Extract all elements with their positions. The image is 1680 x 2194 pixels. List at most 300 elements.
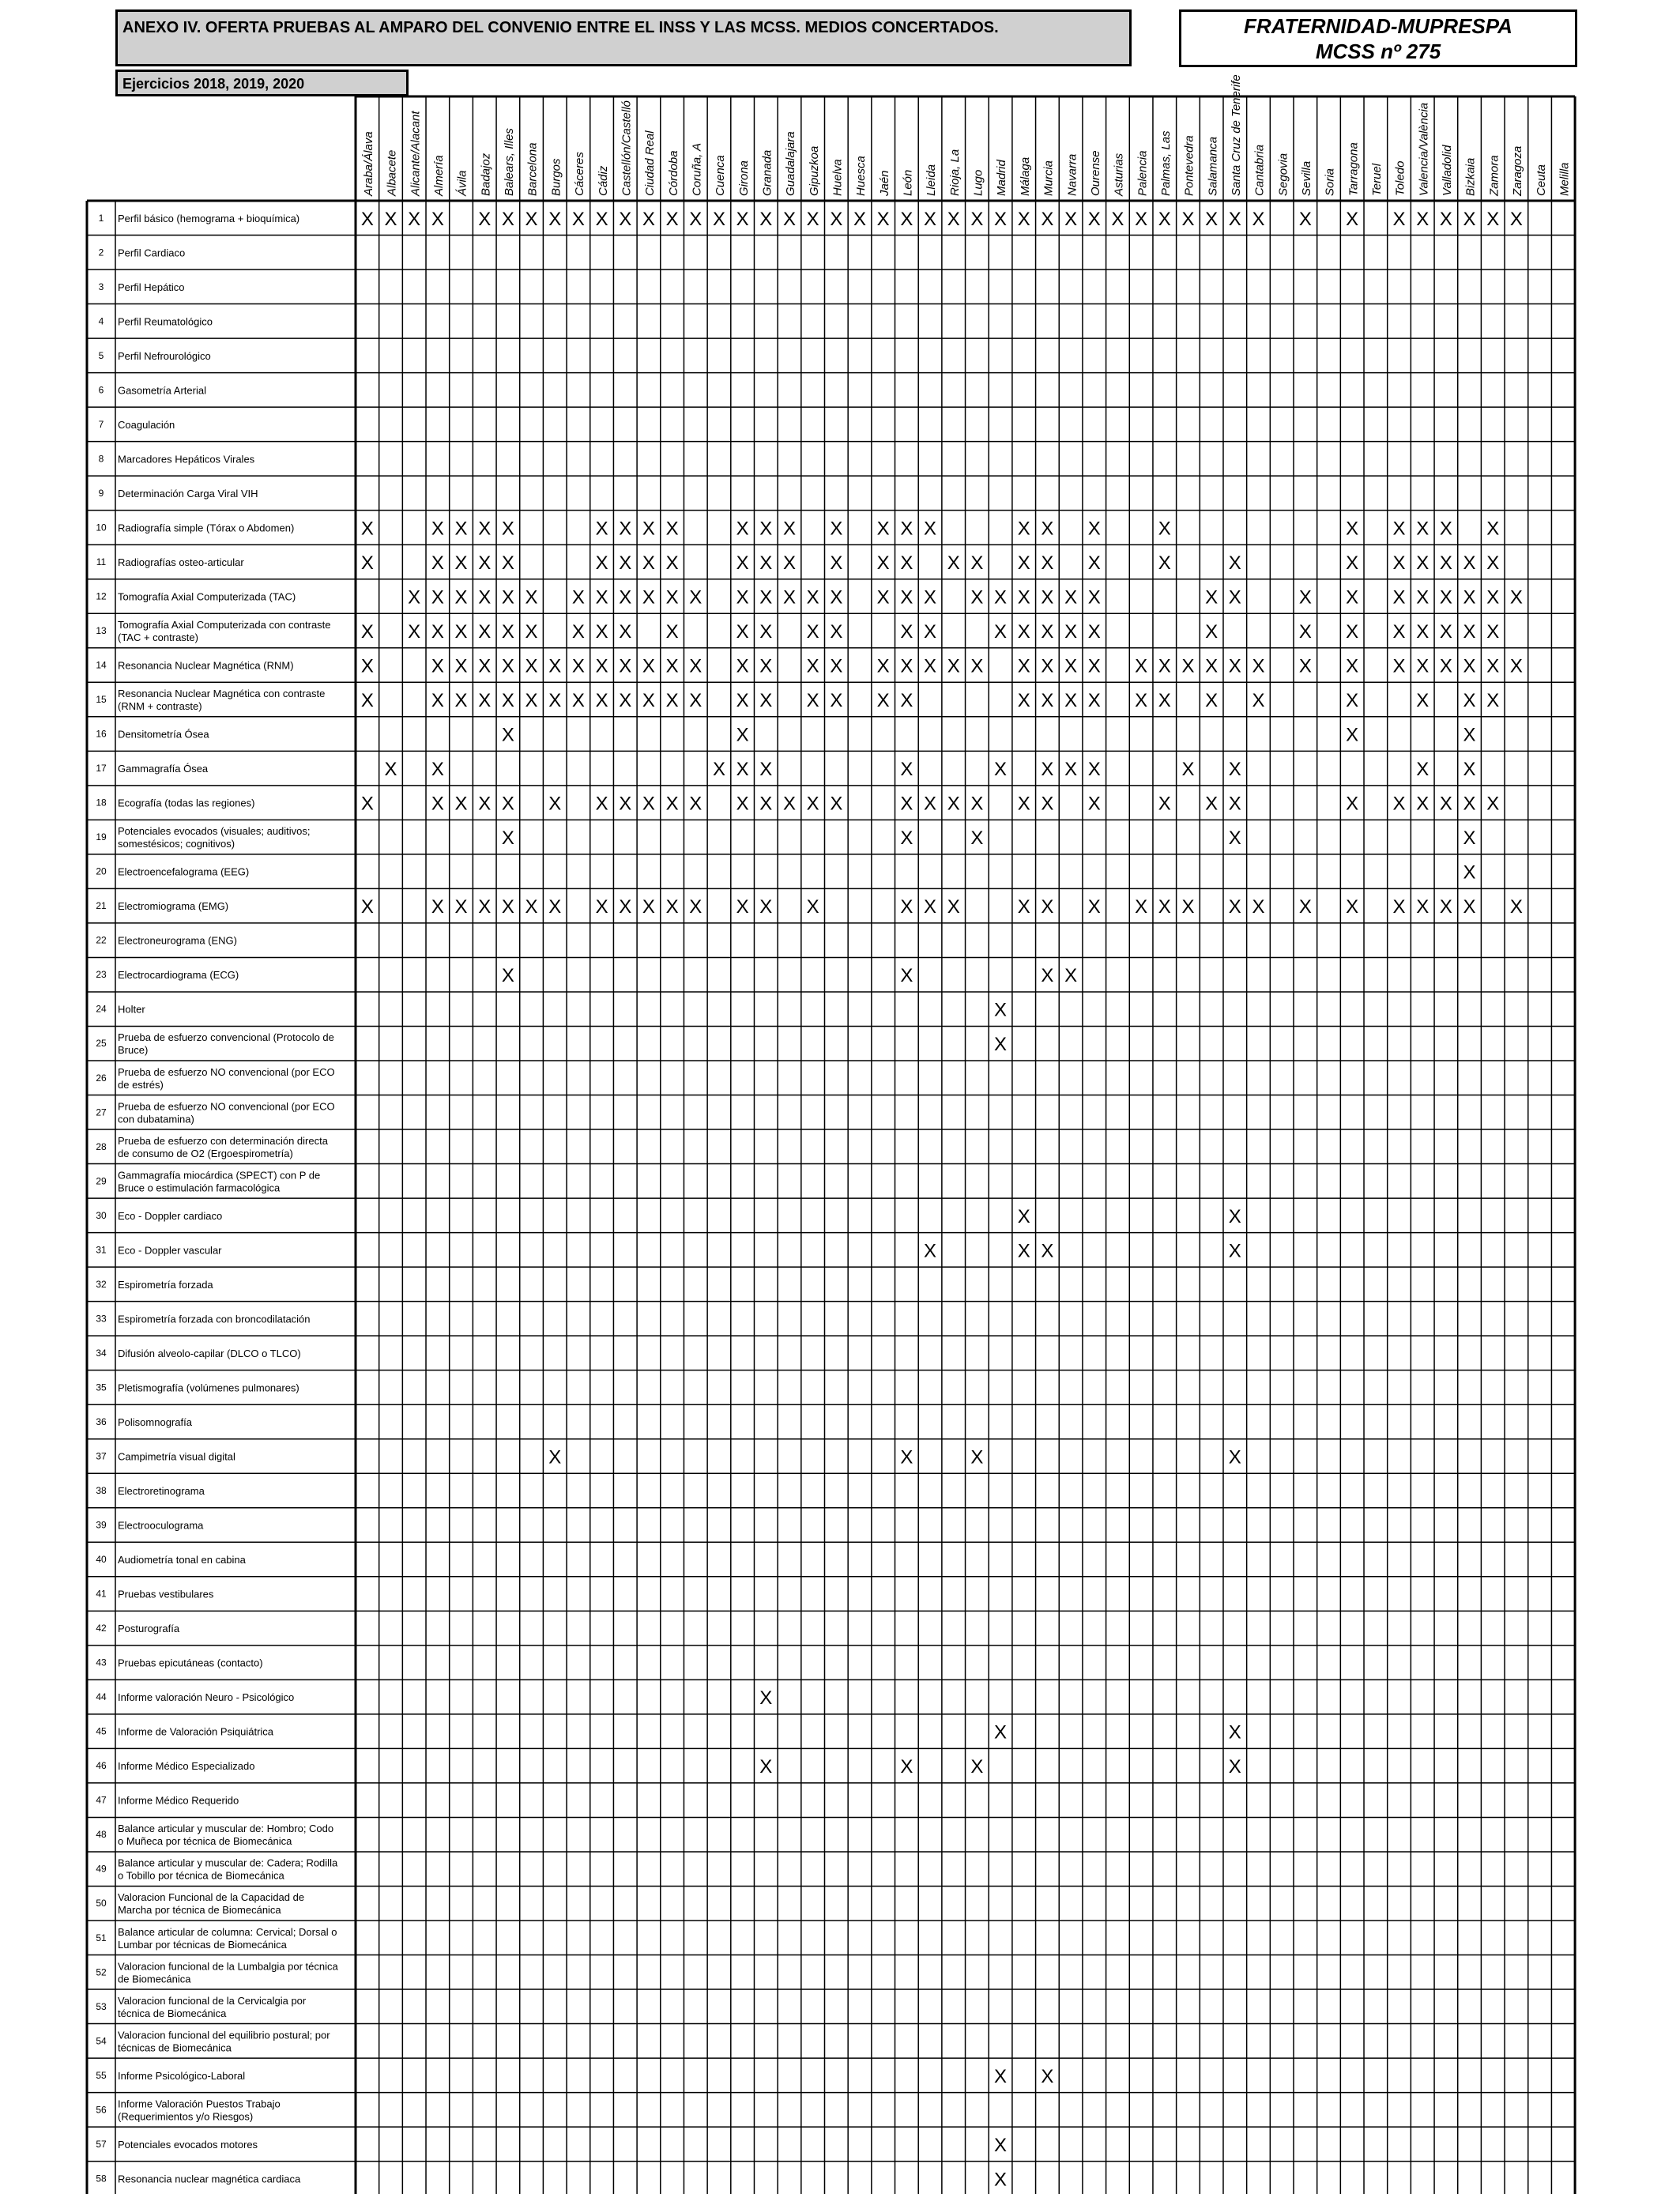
offer-mark: X <box>454 896 468 918</box>
offer-mark: X <box>1135 896 1148 918</box>
test-name: Lumbar por técnicas de Biomecánica <box>118 1938 287 1951</box>
offer-mark: X <box>1298 655 1312 677</box>
offer-mark: X <box>431 793 444 815</box>
offer-mark: X <box>1158 655 1171 677</box>
row-number: 26 <box>96 1072 107 1084</box>
offer-mark: X <box>525 690 538 712</box>
offer-mark: X <box>1135 208 1148 230</box>
offer-mark: X <box>1087 518 1101 540</box>
offer-mark: X <box>478 896 492 918</box>
offer-mark: X <box>1017 586 1030 609</box>
offer-mark: X <box>619 655 632 677</box>
offer-mark: X <box>1346 621 1359 643</box>
offer-mark: X <box>806 208 819 230</box>
province-header: Bizkaia <box>1463 157 1478 196</box>
offer-mark: X <box>876 690 890 712</box>
offer-mark: X <box>642 208 655 230</box>
offer-mark: X <box>712 208 725 230</box>
province-header: Palmas, Las <box>1158 130 1173 196</box>
test-name: Espirometría forzada con broncodilatación <box>118 1313 311 1325</box>
offer-mark: X <box>900 655 913 677</box>
offer-mark: X <box>360 655 374 677</box>
offer-mark: X <box>1205 208 1219 230</box>
row-number: 34 <box>96 1347 107 1359</box>
test-name: Electroretinograma <box>118 1485 205 1497</box>
offer-mark: X <box>454 655 468 677</box>
offer-mark: X <box>1463 724 1476 746</box>
test-name: (RNM + contraste) <box>118 700 202 713</box>
offer-mark: X <box>1181 655 1195 677</box>
offer-mark: X <box>900 552 913 574</box>
province-header: Navarra <box>1065 153 1079 196</box>
row-number: 45 <box>96 1725 107 1737</box>
offer-mark: X <box>1064 208 1078 230</box>
offer-mark: X <box>806 621 819 643</box>
offer-mark: X <box>1017 208 1030 230</box>
offer-mark: X <box>1041 586 1054 609</box>
province-header: Toledo <box>1393 160 1407 196</box>
offer-mark: X <box>1041 793 1054 815</box>
offer-mark: X <box>1158 552 1171 574</box>
offer-mark: X <box>830 793 843 815</box>
test-name: Coagulación <box>118 418 175 431</box>
test-name: Perfil Cardiaco <box>118 247 186 259</box>
offer-mark: X <box>1205 586 1219 609</box>
offer-mark: X <box>642 655 655 677</box>
offer-mark: X <box>1041 2065 1054 2087</box>
offer-mark: X <box>1416 518 1430 540</box>
offer-mark: X <box>1486 621 1500 643</box>
offer-mark: X <box>1181 896 1195 918</box>
offer-mark: X <box>782 552 796 574</box>
test-name: Espirometría forzada <box>118 1278 213 1291</box>
offer-mark: X <box>924 518 937 540</box>
offer-mark: X <box>1041 759 1054 781</box>
row-number: 8 <box>98 453 104 465</box>
offer-mark: X <box>736 896 749 918</box>
test-name: Gammagrafía Ósea <box>118 763 209 775</box>
organization-code: MCSS nº 275 <box>1315 40 1441 63</box>
test-name: somestésicos; cognitivos) <box>118 838 235 850</box>
offer-mark: X <box>1439 655 1452 677</box>
offer-mark: X <box>360 793 374 815</box>
offer-mark: X <box>1064 965 1078 987</box>
test-name: Valoracion funcional de la Cervicalgia por <box>118 1994 307 2007</box>
offer-mark: X <box>595 518 608 540</box>
offer-mark: X <box>642 690 655 712</box>
offer-mark: X <box>900 621 913 643</box>
province-header: Sevilla <box>1300 160 1313 196</box>
offer-mark: X <box>478 793 492 815</box>
offer-mark: X <box>900 690 913 712</box>
province-header: Málaga <box>1018 156 1032 196</box>
offer-mark: X <box>1041 1240 1054 1262</box>
offer-mark: X <box>1416 552 1430 574</box>
offer-mark: X <box>1041 690 1054 712</box>
offer-mark: X <box>384 759 397 781</box>
offer-mark: X <box>1463 655 1476 677</box>
test-name: Tomografía Axial Computerizada con contraste <box>118 619 331 631</box>
offer-mark: X <box>548 655 562 677</box>
offer-mark: X <box>1392 896 1406 918</box>
offer-mark: X <box>736 586 749 609</box>
offer-mark: X <box>1087 690 1101 712</box>
offer-mark: X <box>1486 586 1500 609</box>
offer-mark: X <box>900 896 913 918</box>
province-header: Granada <box>760 149 774 196</box>
offer-mark: X <box>759 208 773 230</box>
offer-mark: X <box>806 793 819 815</box>
offer-mark: X <box>501 793 514 815</box>
offer-mark: X <box>1509 896 1523 918</box>
row-number: 35 <box>96 1382 107 1393</box>
offer-mark: X <box>525 586 538 609</box>
province-header: Melilla <box>1558 162 1572 196</box>
province-header: Badajoz <box>479 153 493 196</box>
offer-mark: X <box>806 690 819 712</box>
offer-mark: X <box>665 552 679 574</box>
test-name: o Muñeca por técnica de Biomecánica <box>118 1835 292 1848</box>
offer-mark: X <box>595 621 608 643</box>
offer-mark: X <box>454 621 468 643</box>
province-header: Lleida <box>925 164 939 196</box>
offer-mark: X <box>1017 896 1030 918</box>
offer-mark: X <box>525 621 538 643</box>
offer-mark: X <box>1087 759 1101 781</box>
offer-mark: X <box>642 896 655 918</box>
offer-mark: X <box>1041 655 1054 677</box>
offer-mark: X <box>431 552 444 574</box>
offer-mark: X <box>1463 208 1476 230</box>
offer-mark: X <box>1228 552 1241 574</box>
offer-mark: X <box>970 655 984 677</box>
offer-mark: X <box>1064 690 1078 712</box>
province-header: Ciudad Real <box>643 130 657 196</box>
test-name: Determinación Carga Viral VIH <box>118 487 258 499</box>
test-name: Resonancia nuclear magnética cardiaca <box>118 2173 301 2185</box>
offer-mark: X <box>830 552 843 574</box>
province-header: Balears, Illes <box>503 128 517 196</box>
offer-mark: X <box>501 208 514 230</box>
row-number: 13 <box>96 625 107 636</box>
offer-mark: X <box>665 518 679 540</box>
row-number: 11 <box>96 556 107 567</box>
offer-mark: X <box>571 208 585 230</box>
offer-mark: X <box>1017 690 1030 712</box>
row-number: 2 <box>98 247 104 258</box>
test-name: Informe Médico Especializado <box>118 1760 255 1773</box>
offer-mark: X <box>665 208 679 230</box>
province-header: Valladolid <box>1441 145 1455 196</box>
row-number: 41 <box>96 1588 107 1600</box>
offer-mark: X <box>454 793 468 815</box>
test-name: Informe Valoración Puestos Trabajo <box>118 2098 281 2110</box>
test-name: Balance articular de columna: Cervical; Dorsal o <box>118 1925 337 1938</box>
offer-mark: X <box>759 518 773 540</box>
offer-mark: X <box>665 586 679 609</box>
offer-mark: X <box>736 690 749 712</box>
offer-mark: X <box>970 827 984 850</box>
offer-mark: X <box>924 793 937 815</box>
offer-mark: X <box>1064 759 1078 781</box>
row-number: 18 <box>96 797 107 809</box>
offer-mark: X <box>1346 655 1359 677</box>
row-number: 48 <box>96 1829 107 1841</box>
province-header: Girona <box>736 160 751 196</box>
test-name: o Tobillo por técnica de Biomecánica <box>118 1869 284 1882</box>
test-name: Pruebas vestibulares <box>118 1588 214 1600</box>
offer-mark: X <box>1486 552 1500 574</box>
offer-mark: X <box>924 655 937 677</box>
province-header: Araba/Álava <box>362 131 375 196</box>
offer-mark: X <box>1392 552 1406 574</box>
offer-mark: X <box>478 518 492 540</box>
test-name: Eco - Doppler cardiaco <box>118 1209 223 1222</box>
offer-mark: X <box>408 208 421 230</box>
offer-mark: X <box>736 621 749 643</box>
row-number: 56 <box>96 2104 107 2116</box>
offer-mark: X <box>501 655 514 677</box>
offer-mark: X <box>501 965 514 987</box>
offer-mark: X <box>1346 208 1359 230</box>
offer-mark: X <box>830 655 843 677</box>
test-name: Electroneurograma (ENG) <box>118 934 237 947</box>
offer-mark: X <box>525 655 538 677</box>
offer-mark: X <box>619 208 632 230</box>
province-header: Huesca <box>854 156 868 196</box>
offer-mark: X <box>1346 552 1359 574</box>
province-header: Cáceres <box>573 152 587 196</box>
offer-mark: X <box>900 1446 913 1468</box>
offer-mark: X <box>454 690 468 712</box>
offer-mark: X <box>619 586 632 609</box>
offer-mark: X <box>1041 518 1054 540</box>
offer-mark: X <box>1228 1446 1241 1468</box>
test-name: técnica de Biomecánica <box>118 2007 227 2019</box>
offer-mark: X <box>431 759 444 781</box>
offer-mark: X <box>1392 655 1406 677</box>
offer-mark: X <box>548 793 562 815</box>
offer-mark: X <box>689 793 703 815</box>
offer-mark: X <box>1228 793 1241 815</box>
province-header: Asturias <box>1112 153 1126 196</box>
test-name: de Biomecánica <box>118 1973 191 1985</box>
province-header: Ceuta <box>1534 164 1548 196</box>
offer-mark: X <box>782 518 796 540</box>
organization-name: FRATERNIDAD-MUPRESPA <box>1244 14 1512 38</box>
offer-mark: X <box>1486 793 1500 815</box>
offer-mark: X <box>595 896 608 918</box>
offer-mark: X <box>689 896 703 918</box>
offer-mark: X <box>501 621 514 643</box>
test-name: Tomografía Axial Computerizada (TAC) <box>118 590 296 603</box>
offer-mark: X <box>571 586 585 609</box>
test-name: Valoracion funcional del equilibrio postural; por <box>118 2029 330 2041</box>
offer-mark: X <box>782 208 796 230</box>
province-header: Madrid <box>995 160 1009 196</box>
offer-mark: X <box>1463 690 1476 712</box>
offer-mark: X <box>1392 208 1406 230</box>
offer-mark: X <box>1087 655 1101 677</box>
offer-mark: X <box>1439 586 1452 609</box>
province-header: Murcia <box>1042 160 1056 196</box>
offer-mark: X <box>360 690 374 712</box>
offer-mark: X <box>642 793 655 815</box>
test-name: Pruebas epicutáneas (contacto) <box>118 1657 263 1669</box>
test-name: Informe de Valoración Psiquiátrica <box>118 1725 274 1738</box>
offer-mark: X <box>994 1721 1008 1744</box>
offer-mark: X <box>360 552 374 574</box>
row-number: 31 <box>96 1244 107 1256</box>
offer-mark: X <box>408 586 421 609</box>
offer-mark: X <box>1228 1756 1241 1778</box>
province-header: Gipuzkoa <box>807 145 821 196</box>
offer-mark: X <box>736 724 749 746</box>
offer-mark: X <box>759 759 773 781</box>
offer-mark: X <box>970 1446 984 1468</box>
offer-mark: X <box>900 1756 913 1778</box>
province-header: Almería <box>432 155 446 196</box>
row-number: 21 <box>96 900 107 912</box>
offer-mark: X <box>642 552 655 574</box>
test-name: Perfil Hepático <box>118 281 185 293</box>
offer-mark: X <box>454 552 468 574</box>
offer-mark: X <box>876 655 890 677</box>
test-name: Radiografías osteo-articular <box>118 556 244 568</box>
row-number: 14 <box>96 659 107 671</box>
offer-mark: X <box>876 208 890 230</box>
test-name: Pletismografía (volúmenes pulmonares) <box>118 1382 299 1394</box>
document-title: ANEXO IV. OFERTA PRUEBAS AL AMPARO DEL CONVENIO ENTRE EL INSS Y LAS MCSS. MEDIOS CONCERTADOS. <box>115 9 1132 66</box>
offer-mark: X <box>1205 655 1219 677</box>
offer-mark: X <box>1087 552 1101 574</box>
offer-mark: X <box>1017 518 1030 540</box>
row-number: 37 <box>96 1450 107 1462</box>
row-number: 53 <box>96 2000 107 2012</box>
offer-mark: X <box>501 552 514 574</box>
row-number: 36 <box>96 1416 107 1427</box>
offer-mark: X <box>900 827 913 850</box>
row-number: 25 <box>96 1038 107 1050</box>
offer-mark: X <box>478 586 492 609</box>
offer-mark: X <box>431 208 444 230</box>
offer-mark: X <box>947 552 960 574</box>
offer-mark: X <box>1392 586 1406 609</box>
province-header: Valencia/València <box>1417 102 1431 196</box>
offer-mark: X <box>1228 586 1241 609</box>
offer-mark: X <box>689 208 703 230</box>
test-name: Prueba de esfuerzo NO convencional (por ECO <box>118 1100 335 1113</box>
offer-mark: X <box>408 621 421 643</box>
offer-mark: X <box>431 621 444 643</box>
offer-mark: X <box>1228 1205 1241 1227</box>
offer-mark: X <box>1509 208 1523 230</box>
offer-mark: X <box>1416 655 1430 677</box>
offer-mark: X <box>782 793 796 815</box>
province-header: Tarragona <box>1347 142 1361 196</box>
offer-mark: X <box>1064 655 1078 677</box>
offer-mark: X <box>1463 759 1476 781</box>
offer-mark: X <box>431 518 444 540</box>
offer-mark: X <box>1064 586 1078 609</box>
test-name: Electrocardiograma (ECG) <box>118 969 239 982</box>
row-number: 30 <box>96 1209 107 1221</box>
row-number: 50 <box>96 1898 107 1909</box>
offer-mark: X <box>970 552 984 574</box>
test-name: Densitometría Ósea <box>118 728 209 741</box>
offer-mark: X <box>947 896 960 918</box>
offer-mark: X <box>970 1756 984 1778</box>
offer-mark: X <box>1392 621 1406 643</box>
offer-mark: X <box>736 759 749 781</box>
offer-mark: X <box>595 586 608 609</box>
row-number: 6 <box>98 384 104 396</box>
province-header: Ávila <box>455 170 469 196</box>
province-header: Pontevedra <box>1182 135 1196 196</box>
test-name: Prueba de esfuerzo con determinación directa <box>118 1134 328 1147</box>
province-header: Guadalajara <box>784 131 798 196</box>
offer-mark: X <box>431 586 444 609</box>
province-header: León <box>901 169 915 196</box>
offer-mark: X <box>876 586 890 609</box>
offer-mark: X <box>1158 208 1171 230</box>
test-name: Ecografía (todas las regiones) <box>118 797 255 809</box>
province-header: Alicante/Alacant <box>409 111 423 196</box>
offer-mark: X <box>1416 690 1430 712</box>
test-name: Eco - Doppler vascular <box>118 1244 222 1257</box>
province-header: Soria <box>1323 168 1337 196</box>
offer-mark: X <box>830 208 843 230</box>
test-name: (TAC + contraste) <box>118 631 198 643</box>
offer-mark: X <box>665 896 679 918</box>
offer-mark: X <box>1017 793 1030 815</box>
offer-mark: X <box>1087 586 1101 609</box>
test-name: Marcadores Hepáticos Virales <box>118 453 255 466</box>
offer-mark: X <box>806 896 819 918</box>
test-name: de consumo de O2 (Ergoespirometría) <box>118 1147 293 1159</box>
test-name: Perfil Nefrourológico <box>118 349 211 362</box>
offer-mark: X <box>1392 793 1406 815</box>
row-number: 49 <box>96 1863 107 1875</box>
test-name: Bruce) <box>118 1044 149 1057</box>
offer-mark: X <box>1346 896 1359 918</box>
offer-mark: X <box>1392 518 1406 540</box>
offer-mark: X <box>1346 518 1359 540</box>
row-number: 4 <box>98 315 104 327</box>
offer-mark: X <box>548 1446 562 1468</box>
offer-mark: X <box>1346 690 1359 712</box>
offer-mark: X <box>759 1756 773 1778</box>
offer-mark: X <box>994 999 1008 1021</box>
test-name: técnicas de Biomecánica <box>118 2041 232 2054</box>
test-name: Prueba de esfuerzo convencional (Protocolo de <box>118 1031 334 1044</box>
offer-mark: X <box>619 690 632 712</box>
offer-mark: X <box>431 655 444 677</box>
offer-mark: X <box>478 621 492 643</box>
offer-mark: X <box>759 621 773 643</box>
province-header: Rioja, La <box>947 149 962 196</box>
row-number: 5 <box>98 349 104 361</box>
row-number: 52 <box>96 1966 107 1978</box>
province-header: Coruña, A <box>690 143 704 196</box>
offer-mark: X <box>595 690 608 712</box>
offer-mark: X <box>1416 793 1430 815</box>
offer-mark: X <box>665 793 679 815</box>
offer-mark: X <box>947 655 960 677</box>
offer-mark: X <box>830 621 843 643</box>
offer-mark: X <box>1346 586 1359 609</box>
offer-mark: X <box>1486 518 1500 540</box>
